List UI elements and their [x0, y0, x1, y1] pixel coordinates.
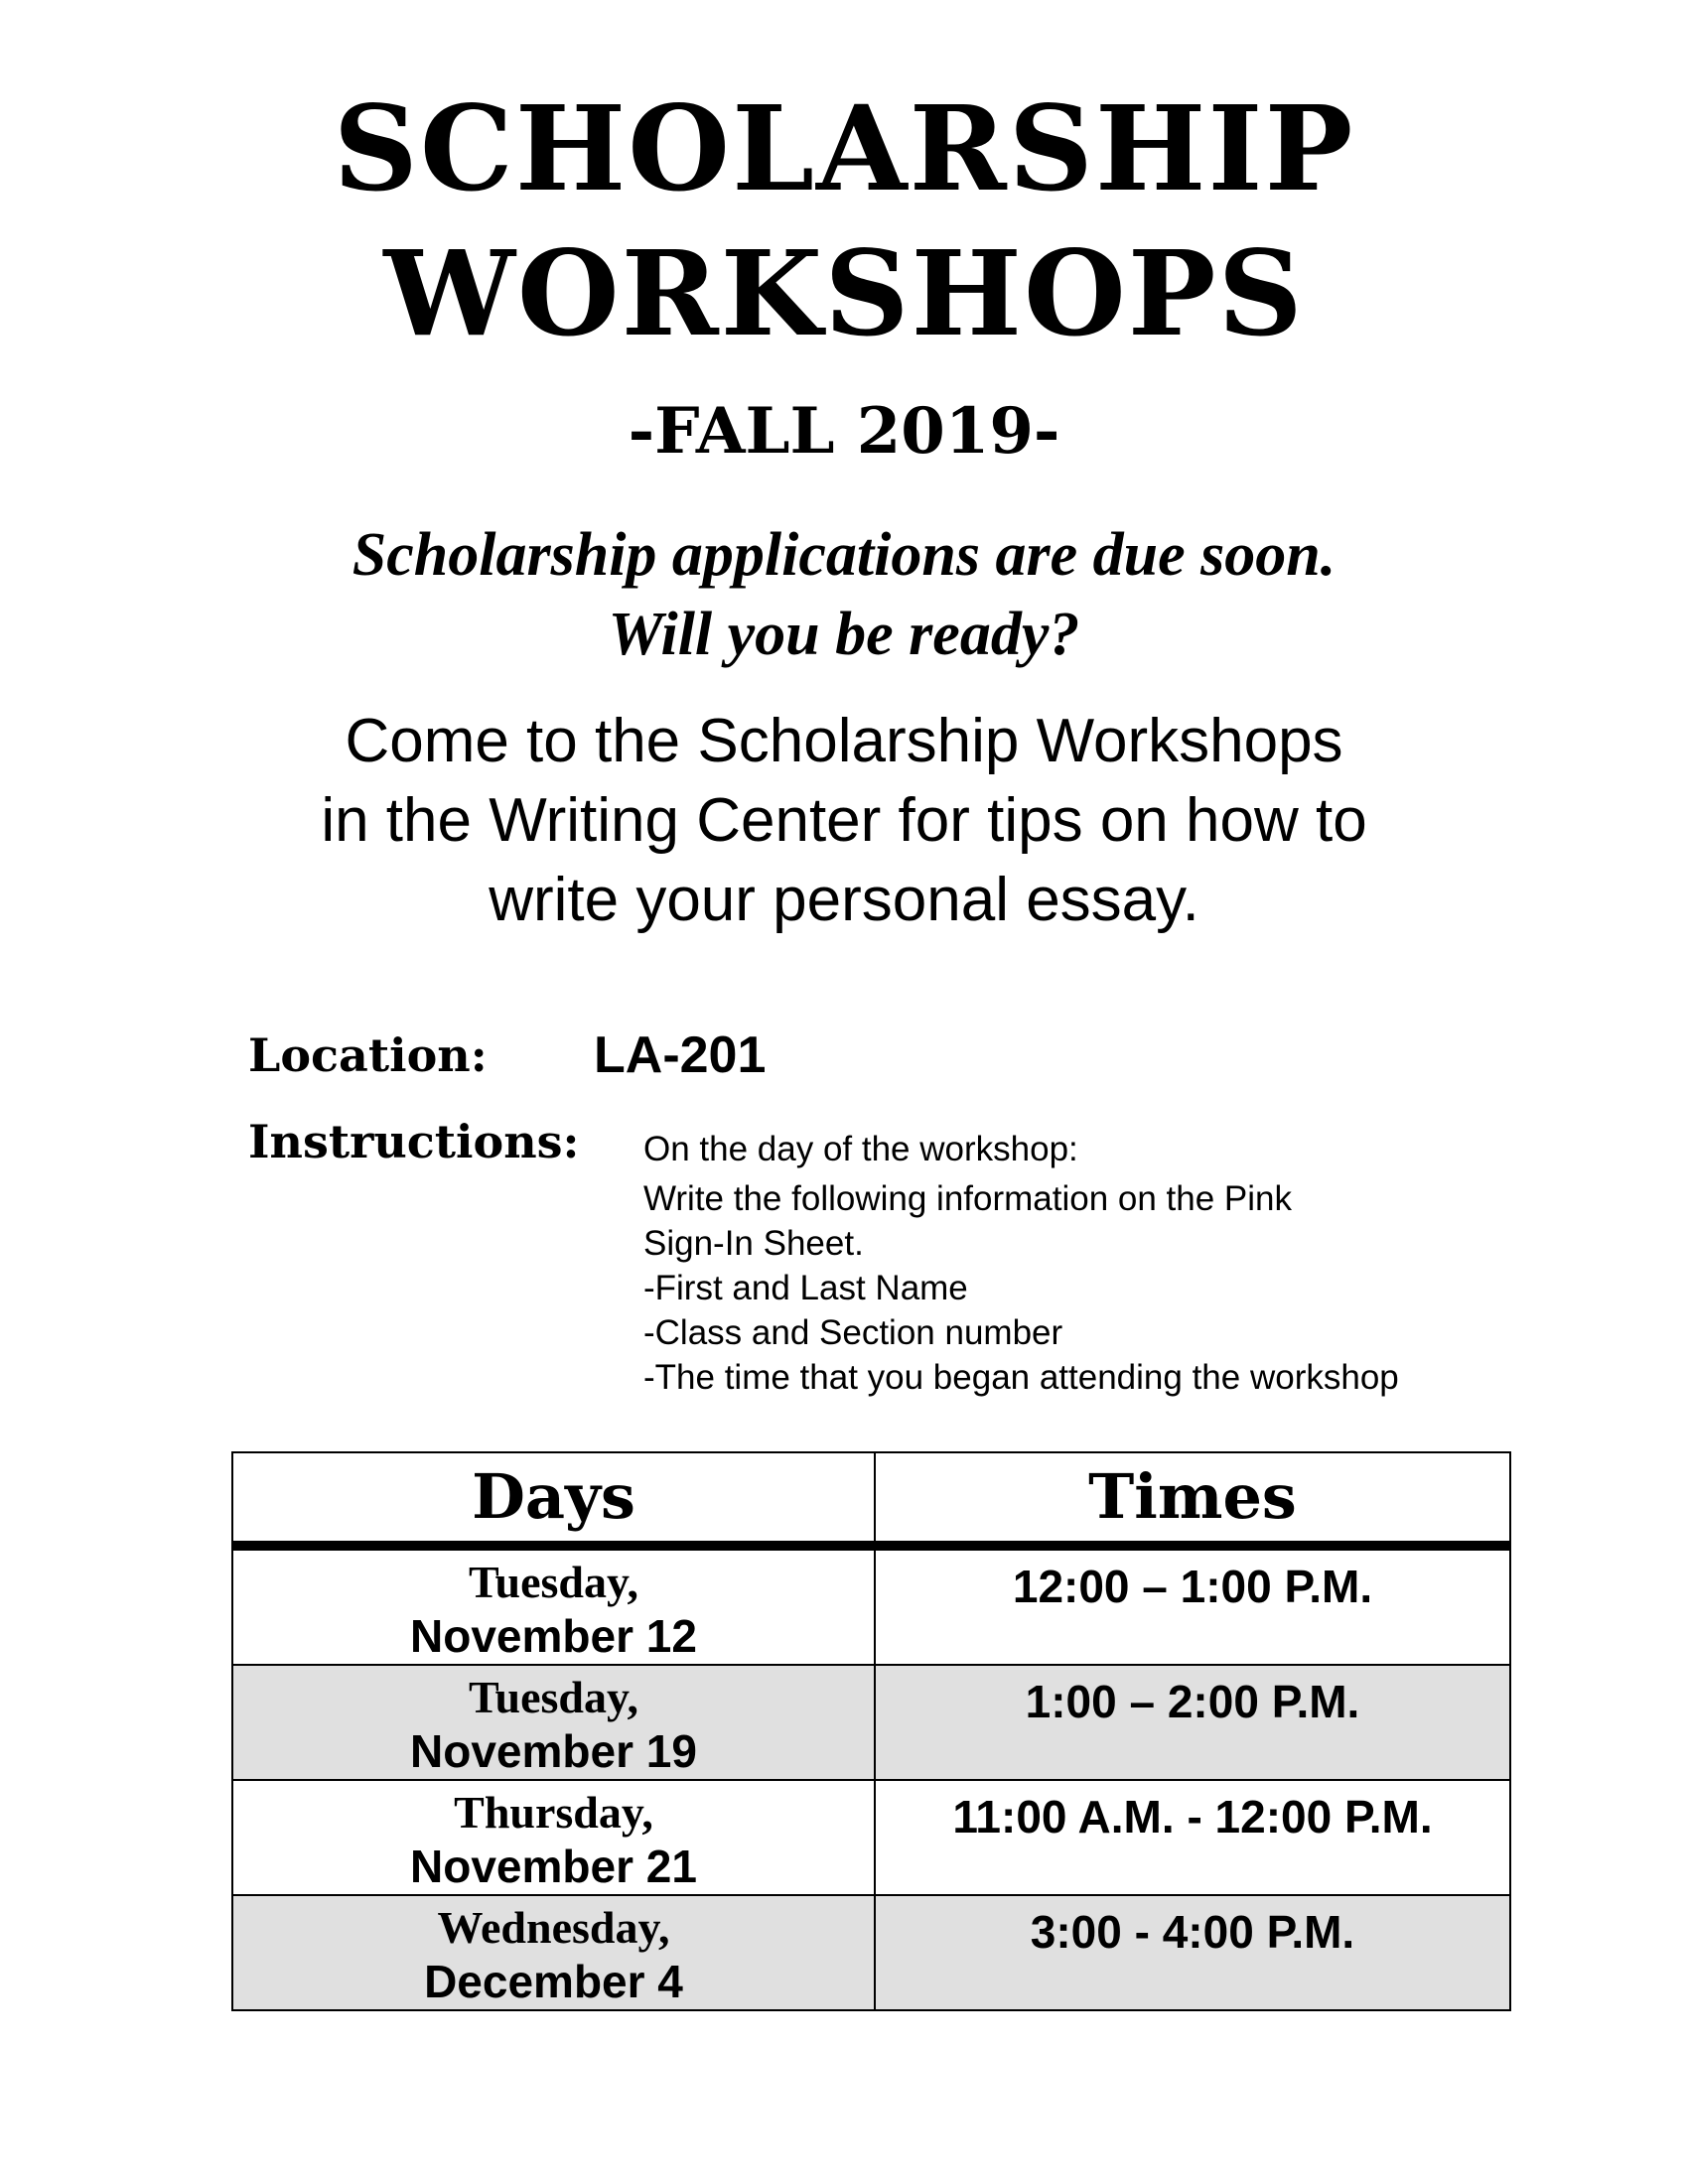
day-date: November 21: [410, 1841, 697, 1892]
intro-line-2: in the Writing Center for tips on how to: [321, 786, 1367, 855]
location-value: LA-201: [594, 1026, 767, 1084]
day-name: Tuesday,: [469, 1557, 638, 1607]
day-cell: [232, 1780, 875, 1895]
title-line-2: WORKSHOPS: [383, 224, 1305, 362]
subtitle: -FALL 2019-: [628, 394, 1060, 469]
time-range: 12:00 – 1:00 P.M.: [1012, 1561, 1373, 1612]
instruction-line: Sign-In Sheet.: [643, 1224, 864, 1263]
day-cell: [232, 1546, 875, 1665]
intro-line-3: write your personal essay.: [489, 866, 1199, 934]
time-range: 3:00 - 4:00 P.M.: [1030, 1906, 1355, 1958]
time-cell: [875, 1665, 1510, 1780]
time-range: 11:00 A.M. - 12:00 P.M.: [952, 1791, 1433, 1843]
intro-line-1: Come to the Scholarship Workshops: [345, 707, 1343, 775]
tagline-line-2: Will you be ready?: [608, 601, 1080, 668]
day-date: November 12: [410, 1610, 697, 1662]
day-date: December 4: [424, 1956, 683, 2007]
day-cell: [232, 1665, 875, 1780]
instruction-line: -First and Last Name: [643, 1269, 968, 1307]
table-row: [232, 1546, 1510, 1665]
day-cell: [232, 1895, 875, 2010]
instruction-line: -The time that you began attending the workshop: [643, 1358, 1399, 1397]
instructions-label: Instructions:: [248, 1115, 580, 1168]
location-label: Location:: [248, 1028, 488, 1082]
table-header-row: [232, 1452, 1510, 1546]
day-name: Wednesday,: [437, 1902, 670, 1953]
table-row: [232, 1895, 1510, 2010]
day-date: November 19: [410, 1725, 697, 1777]
time-range: 1:00 – 2:00 P.M.: [1025, 1676, 1360, 1727]
table-row: [232, 1780, 1510, 1895]
instruction-line: -Class and Section number: [643, 1313, 1063, 1352]
tagline-line-1: Scholarship applications are due soon.: [352, 521, 1336, 589]
time-cell: [875, 1546, 1510, 1665]
table-row: [232, 1665, 1510, 1780]
instruction-line: Write the following information on the Pink: [643, 1179, 1293, 1218]
time-cell: [875, 1780, 1510, 1895]
times-header: Times: [875, 1452, 1510, 1546]
day-name: Thursday,: [454, 1787, 653, 1838]
days-header: Days: [232, 1452, 875, 1546]
day-name: Tuesday,: [469, 1672, 638, 1722]
instruction-line: On the day of the workshop:: [643, 1130, 1078, 1168]
title-line-1: SCHOLARSHIP: [333, 79, 1355, 217]
time-cell: [875, 1895, 1510, 2010]
schedule-table: [231, 1451, 1511, 2011]
